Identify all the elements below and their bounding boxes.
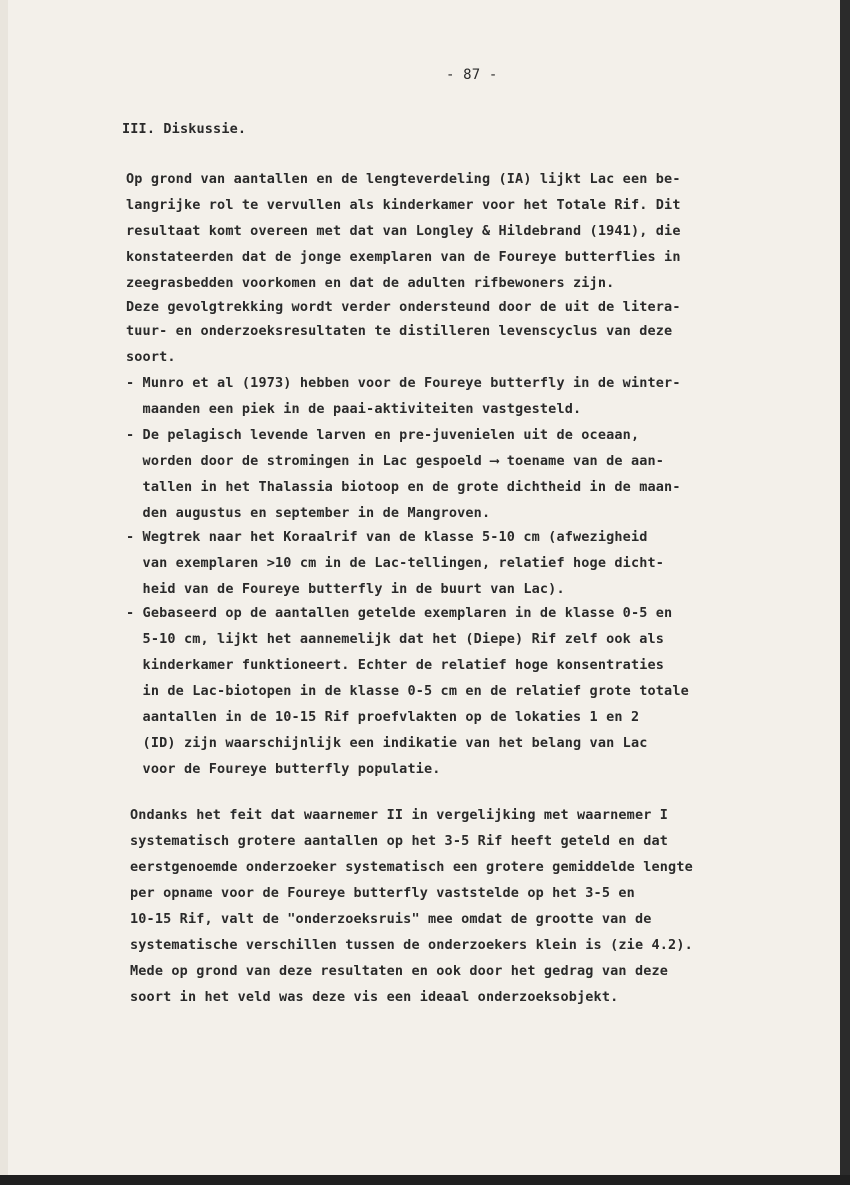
text-line: voor de Foureye butterfly populatie. <box>126 761 441 777</box>
text-line: soort in het veld was deze vis een ideaal onderzoeksobjekt. <box>130 989 619 1005</box>
text-line: Ondanks het feit dat waarnemer II in vergelijking met waarnemer I <box>130 807 669 823</box>
text-line: systematische verschillen tussen de onderzoekers klein is (zie 4.2). <box>130 937 693 953</box>
text-line: (ID) zijn waarschijnlijk een indikatie van het belang van Lac <box>126 735 648 751</box>
text-line: tallen in het Thalassia biotoop en de grote dichtheid in de maan- <box>126 479 681 495</box>
text-line: resultaat komt overeen met dat van Longley & Hildebrand (1941), die <box>126 223 681 239</box>
text-line: worden door de stromingen in Lac gespoeld ⟶ toename van de aan- <box>126 453 665 469</box>
scan-left-edge <box>0 0 8 1185</box>
text-line: konstateerden dat de jonge exemplaren van de Foureye butterflies in <box>126 249 681 265</box>
text-line: Mede op grond van deze resultaten en ook door het gedrag van deze <box>130 963 669 979</box>
text-line: heid van de Foureye butterfly in de buurt van Lac). <box>126 581 565 597</box>
document-page <box>8 0 840 1175</box>
text-line: 5-10 cm, lijkt het aannemelijk dat het (Diepe) Rif zelf ook als <box>126 631 665 647</box>
text-line: maanden een piek in de paai-aktiviteiten vastgesteld. <box>126 401 582 417</box>
text-line: tuur- en onderzoeksresultaten te distilleren levenscyclus van deze <box>126 323 673 339</box>
text-line: den augustus en september in de Mangroven. <box>126 505 491 521</box>
scan-bottom-edge <box>0 1175 850 1185</box>
text-line: zeegrasbedden voorkomen en dat de adulten rifbewoners zijn. <box>126 275 615 291</box>
text-line: Deze gevolgtrekking wordt verder ondersteund door de uit de litera- <box>126 299 681 315</box>
text-line: - Munro et al (1973) hebben voor de Foureye butterfly in de winter- <box>126 375 681 391</box>
text-line: aantallen in de 10-15 Rif proefvlakten op de lokaties 1 en 2 <box>126 709 640 725</box>
page-number: - 87 - <box>446 67 498 83</box>
text-line: soort. <box>126 349 176 365</box>
text-line: kinderkamer funktioneert. Echter de relatief hoge konsentraties <box>126 657 665 673</box>
text-line: - Gebaseerd op de aantallen getelde exemplaren in de klasse 0-5 en <box>126 605 673 621</box>
section-heading: III. Diskussie. <box>122 121 247 137</box>
text-line: in de Lac-biotopen in de klasse 0-5 cm en de relatief grote totale <box>126 683 689 699</box>
text-line: systematisch grotere aantallen op het 3-5 Rif heeft geteld en dat <box>130 833 669 849</box>
text-line: - Wegtrek naar het Koraalrif van de klasse 5-10 cm (afwezigheid <box>126 529 648 545</box>
text-line: 10-15 Rif, valt de "onderzoeksruis" mee omdat de grootte van de <box>130 911 652 927</box>
text-line: langrijke rol te vervullen als kinderkamer voor het Totale Rif. Dit <box>126 197 681 213</box>
text-line: van exemplaren >10 cm in de Lac-tellingen, relatief hoge dicht- <box>126 555 665 571</box>
text-line: - De pelagisch levende larven en pre-juvenielen uit de oceaan, <box>126 427 640 443</box>
text-line: Op grond van aantallen en de lengteverdeling (IA) lijkt Lac een be- <box>126 171 681 187</box>
text-line: eerstgenoemde onderzoeker systematisch een grotere gemiddelde lengte <box>130 859 693 875</box>
text-line: per opname voor de Foureye butterfly vaststelde op het 3-5 en <box>130 885 635 901</box>
